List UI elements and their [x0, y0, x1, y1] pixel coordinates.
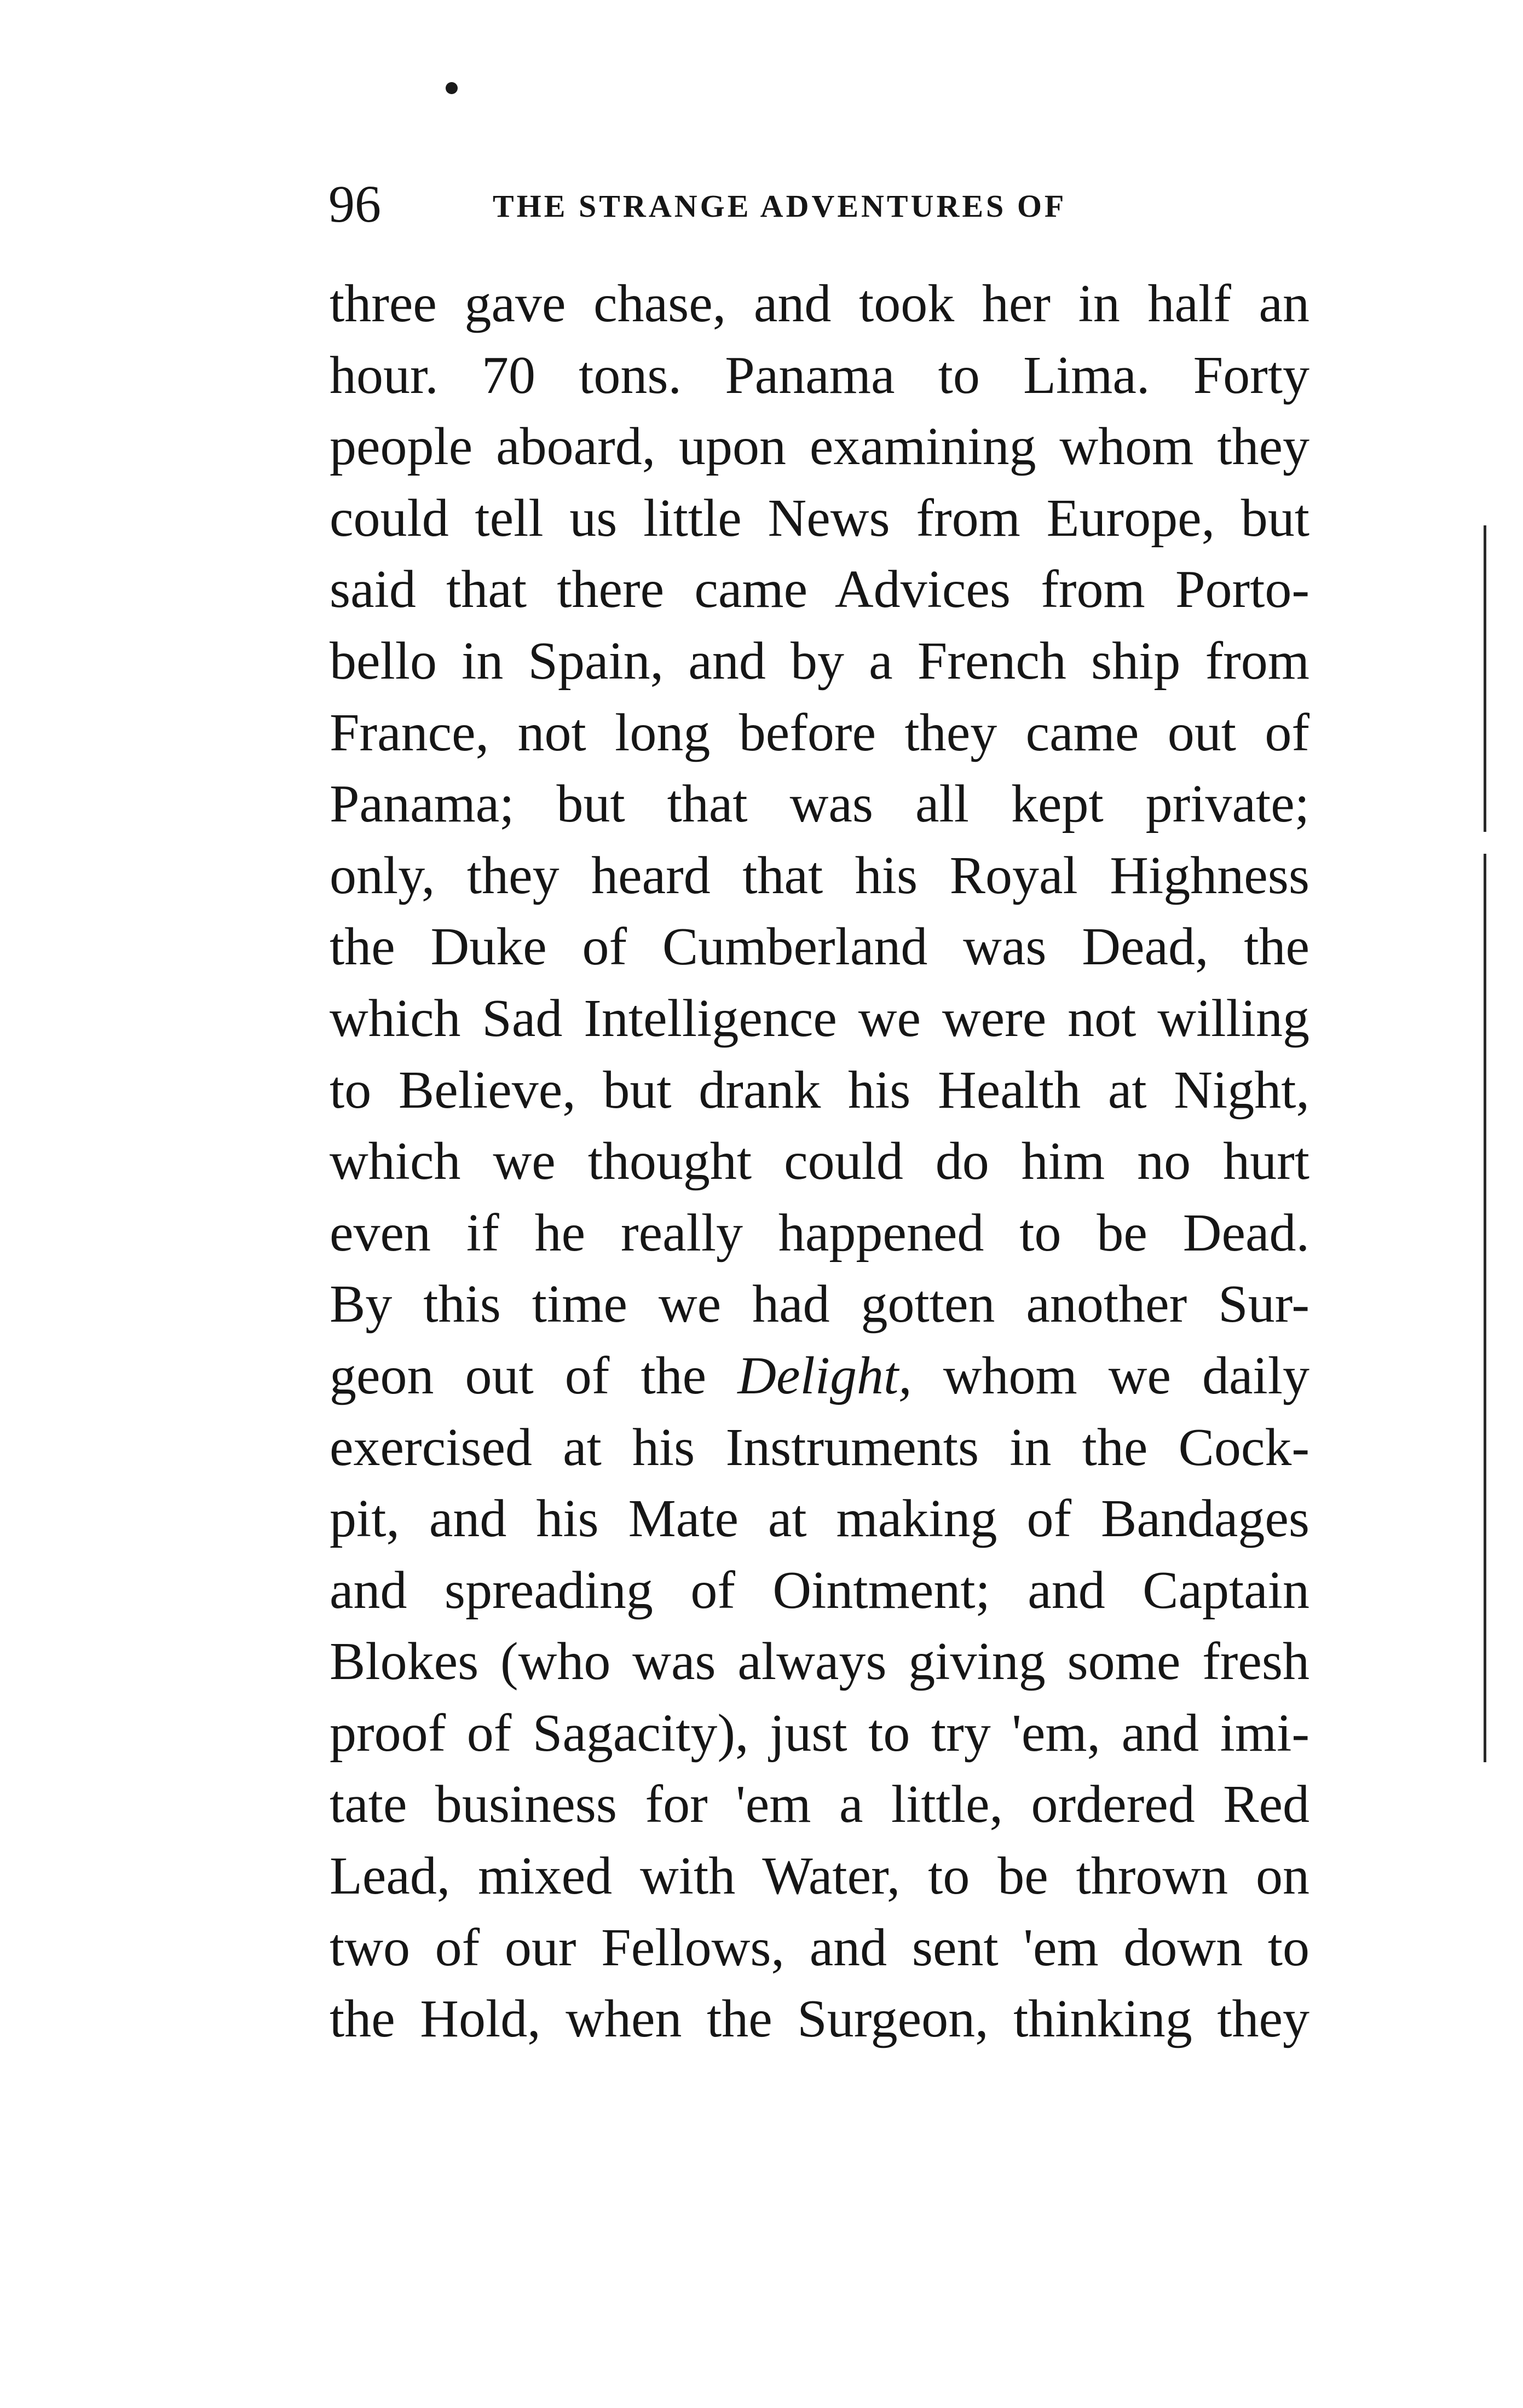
text-line: tate business for 'em a little, ordered Red	[330, 1775, 1309, 1834]
text-line: the Hold, when the Surgeon, thinking they	[330, 1989, 1309, 2049]
text-line: said that there came Advices from Porto-	[330, 560, 1309, 620]
body-text	[330, 268, 1309, 2055]
text-line: could tell us little News from Europe, but	[330, 488, 1309, 548]
text-line: to Believe, but drank his Health at Night,	[330, 1060, 1309, 1120]
text-line: proof of Sagacity), just to try 'em, and imi-	[330, 1703, 1309, 1763]
text-line: two of our Fellows, and sent 'em down to	[330, 1918, 1309, 1977]
text-line: even if he really happened to be Dead.	[330, 1203, 1309, 1263]
text-line: people aboard, upon examining whom they	[330, 417, 1309, 477]
printer-mark-dot	[446, 82, 458, 94]
page-number: 96	[328, 175, 381, 233]
text-segment: whom we daily	[912, 1346, 1309, 1405]
text-segment: geon out of the	[330, 1346, 738, 1405]
text-line: Panama; but that was all kept private;	[330, 774, 1309, 834]
text-line: which Sad Intelligence we were not willing	[330, 988, 1309, 1048]
text-line: bello in Spain, and by a French ship from	[330, 631, 1309, 691]
running-title: THE STRANGE ADVENTURES OF	[493, 188, 1067, 224]
text-line: pit, and his Mate at making of Bandages	[330, 1489, 1309, 1549]
text-line: Blokes (who was always giving some fresh	[330, 1632, 1309, 1692]
text-line: By this time we had gotten another Sur-	[330, 1275, 1309, 1334]
text-line: only, they heard that his Royal Highness	[330, 846, 1309, 905]
text-line: exercised at his Instruments in the Cock-	[330, 1417, 1309, 1477]
text-line: France, not long before they came out of	[330, 703, 1309, 762]
text-line: which we thought could do him no hurt	[330, 1132, 1309, 1191]
text-line: Lead, mixed with Water, to be thrown on	[330, 1846, 1309, 1906]
text-line-with-ship-name	[330, 1340, 1309, 1412]
text-line: three gave chase, and took her in half an	[330, 274, 1309, 333]
running-head	[328, 174, 1128, 234]
ship-name-italic: Delight,	[737, 1346, 912, 1405]
margin-rule	[1484, 854, 1486, 1762]
margin-rule	[1484, 525, 1486, 832]
text-line: and spreading of Ointment; and Captain	[330, 1560, 1309, 1620]
text-line: the Duke of Cumberland was Dead, the	[330, 917, 1309, 977]
text-line: hour. 70 tons. Panama to Lima. Forty	[330, 345, 1309, 405]
